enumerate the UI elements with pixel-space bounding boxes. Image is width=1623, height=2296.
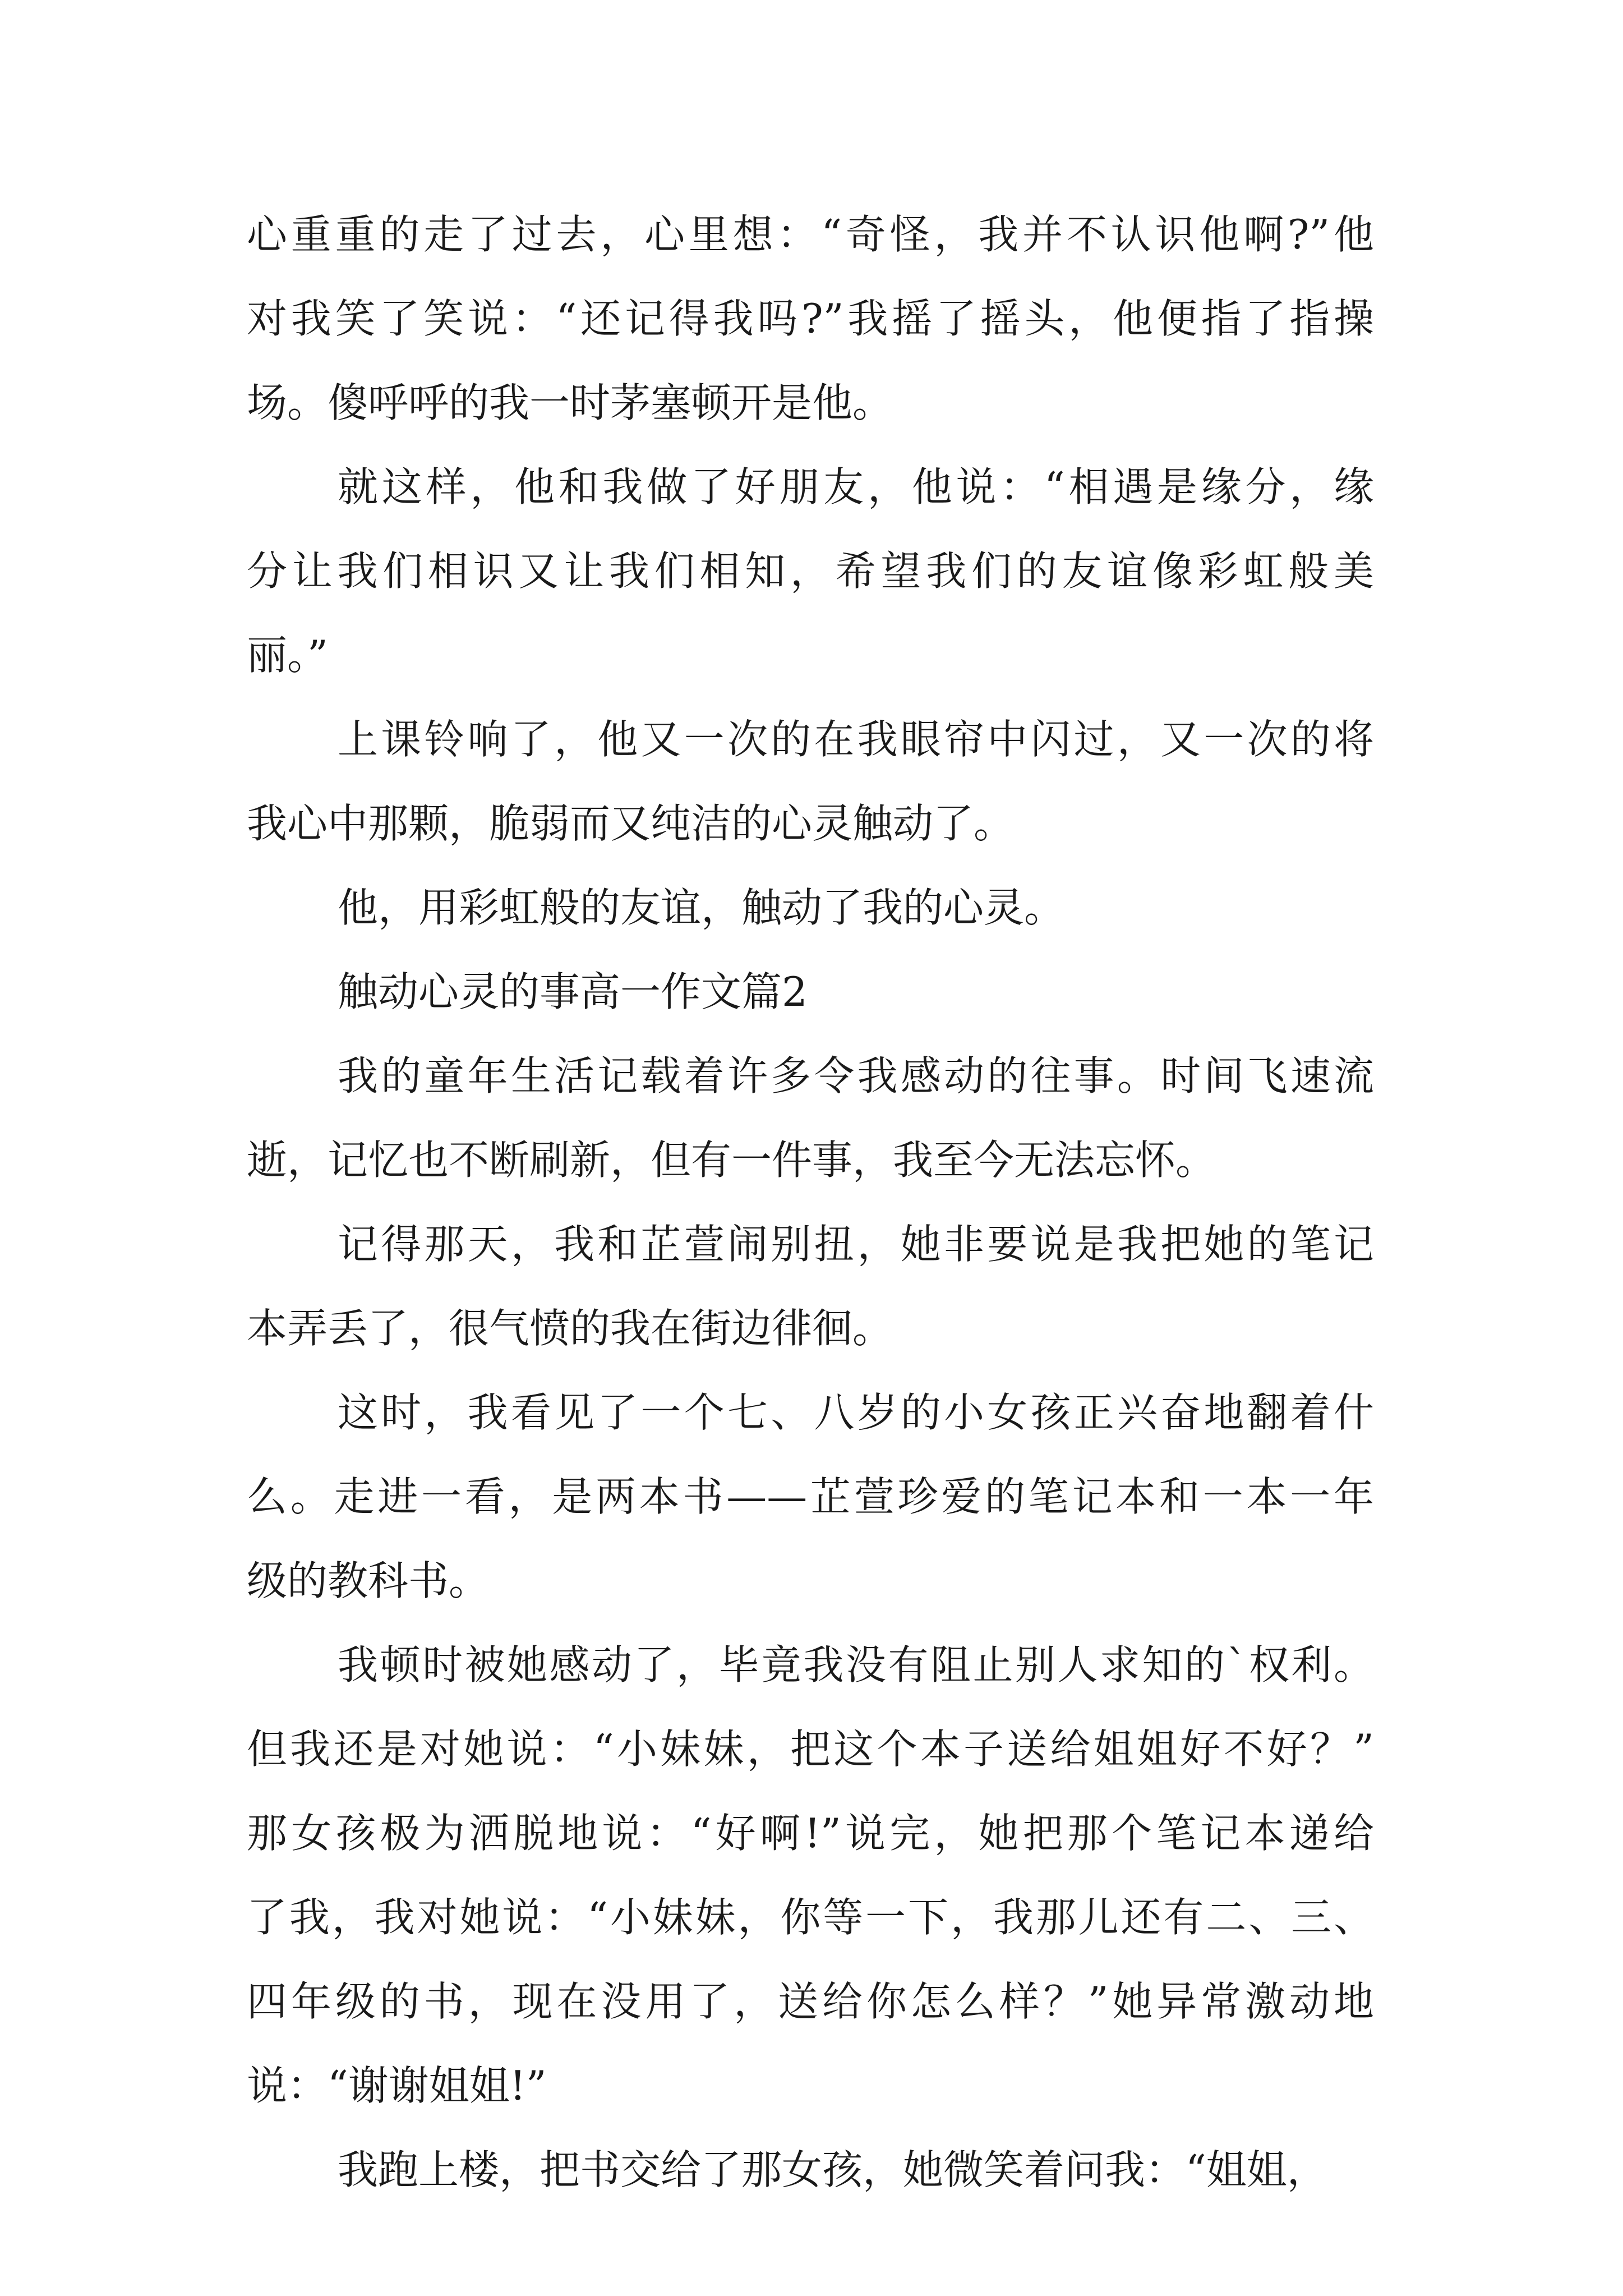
text-line: 心重重的走了过去，心里想：“奇怪，我并不认识他啊?”他 [247, 211, 1374, 258]
text-line: 记得那天，我和芷萱闹别扭，她非要说是我把她的笔记 [338, 1221, 1374, 1268]
text-line: 那女孩极为洒脱地说：“好啊!”说完，她把那个笔记本递给 [247, 1810, 1374, 1857]
text-line: 么。走进一看，是两本书——芷萱珍爱的笔记本和一本一年 [247, 1473, 1374, 1520]
text-line: 分让我们相识又让我们相知，希望我们的友谊像彩虹般美 [247, 547, 1374, 595]
text-line: 对我笑了笑说：“还记得我吗?”我摇了摇头，他便指了指操 [247, 295, 1374, 342]
text-line: 丽。” [247, 632, 328, 679]
text-line: 就这样，他和我做了好朋友，他说：“相遇是缘分，缘 [338, 463, 1374, 510]
text-line: 他，用彩虹般的友谊，触动了我的心灵。 [338, 884, 1065, 931]
text-line: 但我还是对她说：“小妹妹，把这个本子送给姐姐好不好？” [247, 1726, 1374, 1773]
text-line: 上课铃响了，他又一次的在我眼帘中闪过，又一次的将 [338, 716, 1374, 763]
text-line: 级的教科书。 [247, 1557, 490, 1604]
text-line: 我心中那颗，脆弱而又纯洁的心灵触动了。 [247, 800, 1015, 847]
text-line: 我跑上楼，把书交给了那女孩，她微笑着问我：“姐姐， [338, 2146, 1327, 2193]
text-line: 本弄丢了，很气愤的我在街边徘徊。 [247, 1305, 893, 1352]
text-line: 我顿时被她感动了，毕竟我没有阻止别人求知的`权利。 [338, 1641, 1374, 1688]
section-heading: 触动心灵的事高一作文篇2 [338, 968, 808, 1015]
text-line: 这时，我看见了一个七、八岁的小女孩正兴奋地翻着什 [338, 1389, 1374, 1436]
text-line: 了我，我对她说：“小妹妹，你等一下，我那儿还有二、三、 [247, 1894, 1374, 1941]
text-line: 我的童年生活记载着许多令我感动的往事。时间飞速流 [338, 1052, 1374, 1099]
text-line: 四年级的书，现在没用了，送给你怎么样？”她异常激动地 [247, 1978, 1374, 2025]
text-line: 逝，记忆也不断刷新，但有一件事，我至今无法忘怀。 [247, 1137, 1216, 1184]
text-line: 说：“谢谢姐姐!” [247, 2062, 547, 2109]
text-line: 场。傻呼呼的我一时茅塞顿开是他。 [247, 379, 893, 426]
